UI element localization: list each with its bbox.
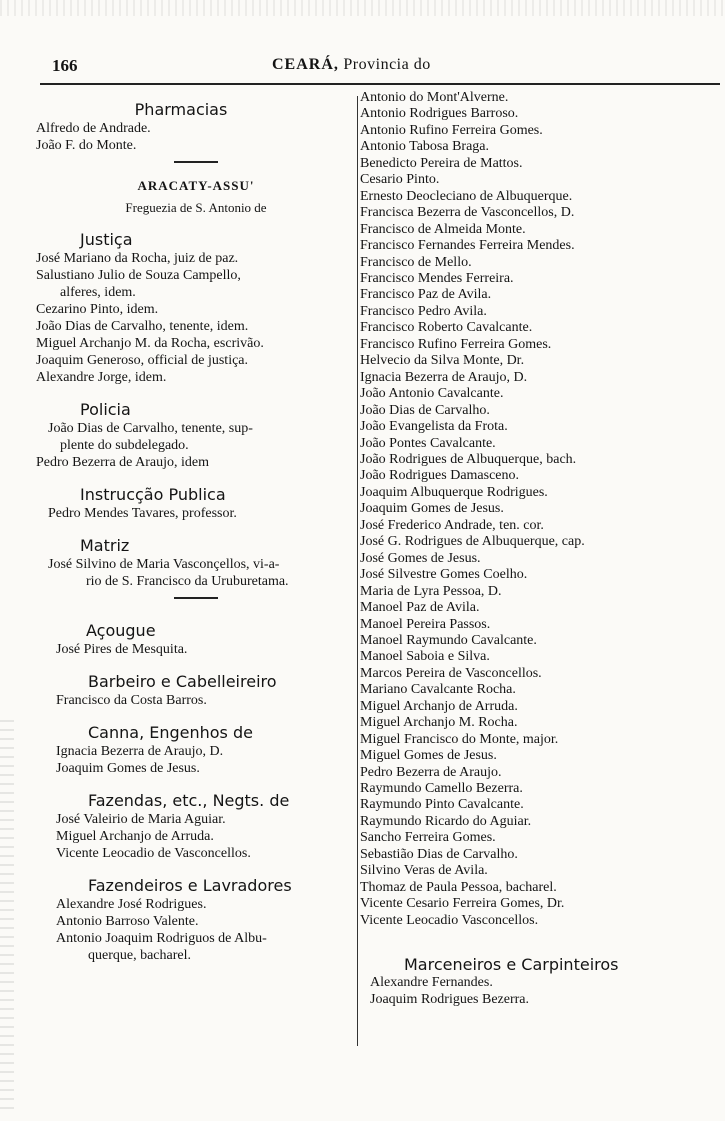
list-item: Vicente Leocadio de Vasconcellos. bbox=[56, 846, 251, 861]
list-item: Alexandre José Rodrigues. bbox=[56, 897, 207, 912]
list-item: José Silvestre Gomes Coelho. bbox=[360, 567, 528, 583]
list-item: Alexandre Jorge, idem. bbox=[36, 370, 167, 385]
list-item: Francisco Pedro Avila. bbox=[360, 303, 487, 319]
list-item: Raymundo Ricardo do Aguiar. bbox=[360, 813, 532, 829]
list-item: Manoel Pereira Passos. bbox=[360, 616, 491, 632]
list-item: Ignacia Bezerra de Araujo, D. bbox=[360, 369, 528, 385]
list-item: Mariano Cavalcante Rocha. bbox=[360, 682, 516, 698]
list-item: Joaquim Rodrigues Bezerra. bbox=[370, 991, 530, 1007]
list-item: rio de S. Francisco da Uruburetama. bbox=[86, 574, 289, 589]
list-item: Sancho Ferreira Gomes. bbox=[360, 830, 496, 846]
list-item: Miguel Archanjo de Arruda. bbox=[360, 698, 518, 714]
column-divider bbox=[357, 96, 358, 1046]
section-heading-fazendas: Fazendas, etc., Negts. de bbox=[88, 791, 290, 810]
list-item: Antonio Joaquim Rodriguos de Albu- bbox=[56, 931, 267, 946]
list-item: Francisco Roberto Cavalcante. bbox=[360, 320, 533, 336]
section-heading-pharmacias: Pharmacias bbox=[134, 100, 228, 119]
list-item: José Valeirio de Maria Aguiar. bbox=[56, 812, 226, 827]
list-item: Joaquim Albuquerque Rodrigues. bbox=[360, 484, 548, 500]
list-item: alferes, idem. bbox=[60, 285, 136, 300]
list-item: José Gomes de Jesus. bbox=[360, 550, 481, 566]
list-item: Antonio Tabosa Braga. bbox=[360, 139, 490, 155]
list-item: Antonio do Mont'Alverne. bbox=[360, 90, 509, 105]
list-item: Miguel Archanjo M. da Rocha, escrivão. bbox=[36, 336, 264, 351]
list-item: Raymundo Camello Bezerra. bbox=[360, 781, 523, 797]
section-heading-barbeiro: Barbeiro e Cabelleireiro bbox=[88, 672, 277, 691]
town-heading: ARACATY-ASSU' bbox=[137, 178, 255, 193]
list-item: Francisco de Mello. bbox=[360, 254, 472, 270]
list-item: João Rodrigues Damasceno. bbox=[360, 468, 520, 484]
list-item: João Dias de Carvalho, tenente, idem. bbox=[36, 319, 249, 334]
section-heading-matriz: Matriz bbox=[80, 536, 130, 555]
section-heading-acougue: Açougue bbox=[86, 621, 156, 640]
list-item: plente do subdelegado. bbox=[60, 438, 189, 453]
list-item: Joaquim Gomes de Jesus. bbox=[360, 501, 504, 517]
list-item: José G. Rodrigues de Albuquerque, cap. bbox=[360, 534, 585, 550]
list-item: querque, bacharel. bbox=[88, 948, 191, 963]
list-item: Francisco Fernandes Ferreira Mendes. bbox=[360, 238, 575, 254]
page-number: 166 bbox=[52, 56, 78, 75]
list-item: Joaquim Generoso, official de justiça. bbox=[36, 353, 249, 368]
list-item: Vicente Cesario Ferreira Gomes, Dr. bbox=[360, 896, 565, 912]
left-column bbox=[36, 100, 356, 964]
section-heading-fazendeiros: Fazendeiros e Lavradores bbox=[88, 876, 292, 895]
scan-edge-noise bbox=[0, 0, 725, 16]
list-item: Vicente Leocadio Vasconcellos. bbox=[360, 912, 539, 928]
list-item: José Silvino de Maria Vasconçellos, vi-a- bbox=[48, 557, 280, 572]
list-item: Benedicto Pereira de Mattos. bbox=[360, 155, 523, 171]
list-item: José Frederico Andrade, ten. cor. bbox=[360, 517, 544, 533]
list-item: Francisca Bezerra de Vasconcellos, D. bbox=[360, 205, 575, 221]
list-item: Cesario Pinto. bbox=[360, 172, 440, 188]
list-item: Francisco Mendes Ferreira. bbox=[360, 270, 514, 286]
list-item: Antonio Barroso Valente. bbox=[56, 914, 199, 929]
list-item: João Evangelista da Frota. bbox=[360, 419, 508, 435]
list-item: Miguel Gomes de Jesus. bbox=[360, 748, 497, 764]
list-item: João Dias de Carvalho, tenente, sup- bbox=[48, 421, 253, 436]
list-item: Francisco de Almeida Monte. bbox=[360, 221, 526, 237]
list-item: Alfredo de Andrade. bbox=[36, 121, 151, 136]
running-title-province: CEARÁ, bbox=[272, 56, 339, 73]
section-divider bbox=[174, 161, 218, 163]
list-item: Miguel Archanjo M. Rocha. bbox=[360, 715, 518, 731]
list-item: João F. do Monte. bbox=[36, 138, 137, 153]
list-item: Cezarino Pinto, idem. bbox=[36, 302, 159, 317]
section-heading-justica: Justiça bbox=[80, 230, 133, 249]
list-item: Antonio Rodrigues Barroso. bbox=[360, 106, 519, 122]
list-item: João Pontes Cavalcante. bbox=[360, 435, 496, 451]
list-item: Marcos Pereira de Vasconcellos. bbox=[360, 665, 542, 681]
list-item: José Pires de Mesquita. bbox=[56, 642, 188, 657]
list-item: Miguel Francisco do Monte, major. bbox=[360, 731, 559, 747]
parish-subheading: Freguezia de S. Antonio de bbox=[125, 200, 267, 215]
right-column bbox=[360, 90, 685, 1008]
section-heading-canna: Canna, Engenhos de bbox=[88, 723, 253, 742]
section-heading-policia: Policia bbox=[80, 400, 131, 419]
list-item: Manoel Paz de Avila. bbox=[360, 600, 480, 616]
section-heading-marceneiros: Marceneiros e Carpinteiros bbox=[404, 955, 619, 975]
list-item: Francisco Rufino Ferreira Gomes. bbox=[360, 336, 552, 352]
scan-margin-noise bbox=[0, 720, 14, 1110]
header-rule bbox=[40, 83, 720, 85]
list-item: Pedro Mendes Tavares, professor. bbox=[48, 506, 237, 521]
list-item: Alexandre Fernandes. bbox=[370, 975, 493, 991]
list-item: João Rodrigues de Albuquerque, bach. bbox=[360, 451, 577, 467]
list-item: Antonio Rufino Ferreira Gomes. bbox=[360, 122, 543, 138]
list-item: Pedro Bezerra de Araujo. bbox=[360, 764, 502, 780]
list-item: Silvino Veras de Avila. bbox=[360, 863, 488, 879]
list-item: Raymundo Pinto Cavalcante. bbox=[360, 797, 524, 813]
list-item: Manoel Raymundo Cavalcante. bbox=[360, 632, 537, 648]
list-item: João Antonio Cavalcante. bbox=[360, 386, 504, 402]
list-item: José Mariano da Rocha, juiz de paz. bbox=[36, 251, 239, 266]
list-item: Thomaz de Paula Pessoa, bacharel. bbox=[360, 879, 557, 895]
list-item: Miguel Archanjo de Arruda. bbox=[56, 829, 214, 844]
list-item: Joaquim Gomes de Jesus. bbox=[56, 761, 200, 776]
resident-list bbox=[360, 90, 685, 929]
list-item: João Dias de Carvalho. bbox=[360, 402, 490, 418]
list-item: Francisco da Costa Barros. bbox=[56, 693, 207, 708]
list-item: Pedro Bezerra de Araujo, idem bbox=[36, 455, 209, 470]
list-item: Maria de Lyra Pessoa, D. bbox=[360, 583, 502, 599]
page-header bbox=[40, 56, 720, 80]
section-heading-instruccao: Instrucção Publica bbox=[80, 485, 226, 504]
list-item: Ernesto Deocleciano de Albuquerque. bbox=[360, 188, 573, 204]
list-item: Sebastião Dias de Carvalho. bbox=[360, 846, 518, 862]
list-item: Salustiano Julio de Souza Campello, bbox=[36, 268, 241, 283]
list-item: Francisco Paz de Avila. bbox=[360, 287, 492, 303]
list-item: Manoel Saboia e Silva. bbox=[360, 649, 490, 665]
running-title-rest: Provincia do bbox=[343, 56, 431, 73]
list-item: Ignacia Bezerra de Araujo, D. bbox=[56, 744, 224, 759]
list-item: Helvecio da Silva Monte, Dr. bbox=[360, 353, 525, 369]
running-title bbox=[272, 56, 431, 74]
section-divider bbox=[174, 597, 218, 599]
